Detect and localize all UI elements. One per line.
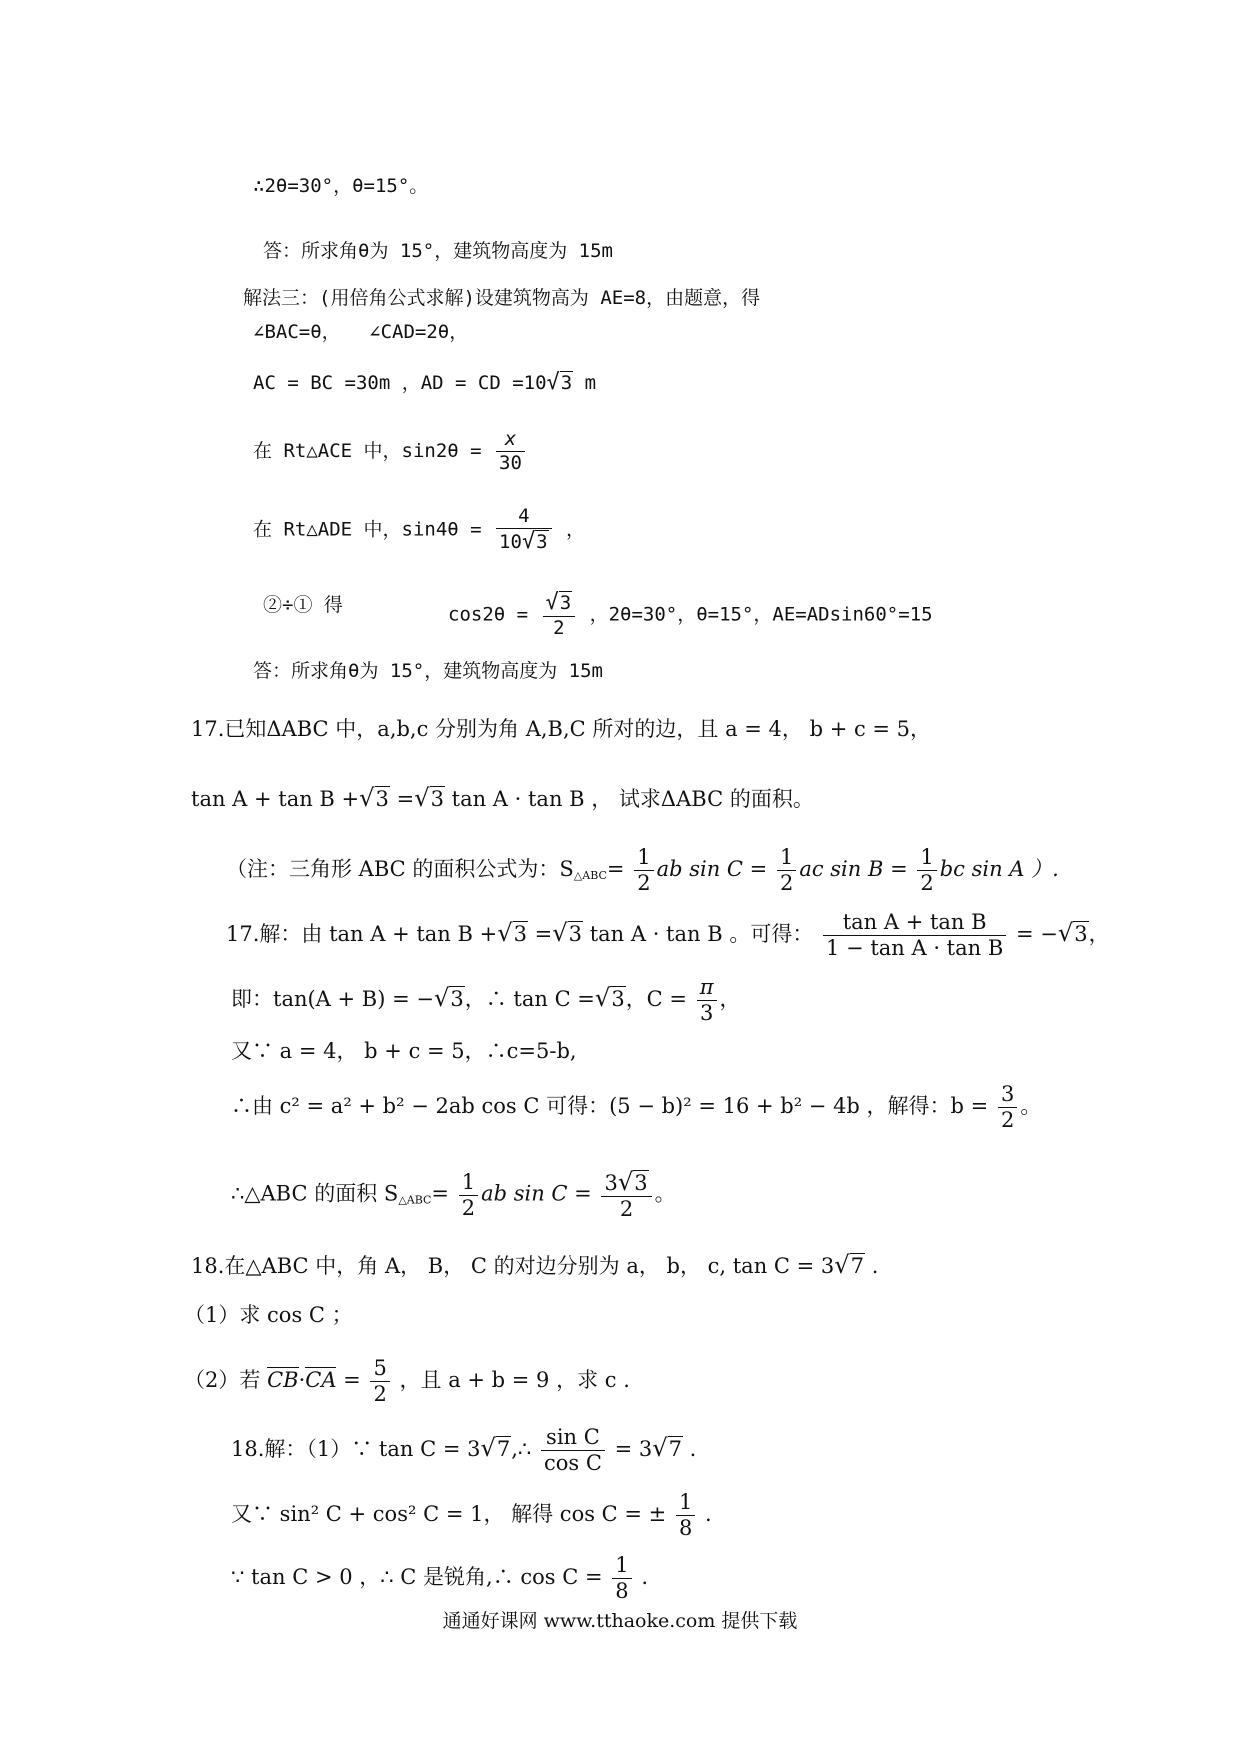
- fraction: $\frac{3√3}{2}$: [601, 1168, 651, 1222]
- s17-line-1: 17.解：由 tan A + tan B +√3 =√3 tan A · tan B 。可得： $\frac{\text{tan A + tan B}}{\text{1 − tan A · tan B}}$ = −√3，: [226, 910, 1110, 960]
- s18-line-1: 18.解：（1）∵ tan C = 3√7,∴ $\frac{\text{sin C}}{\text{cos C}}$ = 3√7 .: [231, 1425, 697, 1475]
- division-step: ②÷① 得: [263, 594, 343, 616]
- method-three-line: 解法三：(用倍角公式求解)设建筑物高为 AE=8，由题意，得: [243, 287, 761, 309]
- s17-line-3: 又∵ a = 4， b + c = 5，∴c=5-b,: [231, 1039, 577, 1063]
- q18-line-2: （1）求 cos C ；: [184, 1303, 353, 1327]
- fraction: $\frac{1}{2}$: [634, 845, 653, 896]
- answer-line: 答：所求角θ为 15°，建筑物高度为 15m: [253, 660, 603, 682]
- angle-line: ∠BAC=θ， ∠CAD=2θ，: [253, 321, 469, 343]
- fraction: $\frac{1}{2}$: [917, 845, 936, 896]
- answer-line: 答：所求角θ为 15°，建筑物高度为 15m: [263, 240, 613, 262]
- fraction: $\frac{\text{sin C}}{\text{cos C}}$: [541, 1425, 605, 1476]
- fraction: $\frac{1}{8}$: [676, 1490, 695, 1541]
- vector-ca: CA: [305, 1368, 337, 1392]
- q18-line-1: 18.在△ABC 中，角 A， B， C 的对边分别为 a， b， c, tan C = 3√7 .: [191, 1251, 879, 1279]
- fraction: $\frac{\text{tan A + tan B}}{\text{1 − tan A · tan B}}$: [823, 910, 1006, 961]
- equation-line-1: 在 Rt△ACE 中，sin2θ = $\frac{x}{30}$: [253, 428, 528, 475]
- fraction: $\frac{√3}{2}$: [543, 590, 576, 640]
- sqrt-expr: √3: [546, 370, 573, 395]
- equation-line-2: 在 Rt△ADE 中，sin4θ = $\frac{4}{10√3}$ ，: [253, 505, 586, 554]
- q17-note: （注：三角形 ABC 的面积公式为：$S_{\triangle ABC}=$ $\frac{1}{2}$ ab sin C = $\frac{1}{2}$ ac sin B = $\frac{1}{2}$ bc sin A ）.: [226, 845, 1059, 895]
- fraction: $\frac{1}{2}$: [459, 1170, 478, 1221]
- s18-line-2: 又∵ sin² C + cos² C = 1， 解得 cos C = ± $\frac{1}{8}$ .: [231, 1490, 712, 1540]
- cos-result: cos2θ = $\frac{√3}{2}$ ，2θ=30°，θ=15°，AE=ADsin60°=15: [448, 590, 933, 639]
- fraction: $\frac{4}{10√3}$: [496, 505, 552, 555]
- fraction: $\frac{1}{8}$: [612, 1553, 631, 1604]
- s17-line-5: ∴△ABC 的面积 $S_{\triangle ABC}=$ $\frac{1}{2}$ ab sin C = $\frac{3√3}{2}$ 。: [231, 1168, 676, 1222]
- fraction: $\frac{3}{2}$: [998, 1082, 1017, 1133]
- s17-line-4: ∴由 c² = a² + b² − 2ab cos C 可得：(5 − b)² = 16 + b² − 4b ，解得：b = $\frac{3}{2}$ 。: [231, 1082, 1042, 1132]
- fraction: $\frac{5}{2}$: [370, 1356, 389, 1407]
- fraction: $\frac{1}{2}$: [777, 845, 796, 896]
- vector-cb: CB: [267, 1368, 299, 1392]
- s18-line-3: ∵ tan C > 0 ，∴ C 是锐角,∴ cos C = $\frac{1}{8}$ .: [231, 1553, 648, 1603]
- text-line: ∴2θ=30°，θ=15°。: [253, 175, 429, 197]
- q17-line-1: 17.已知ΔABC 中，a,b,c 分别为角 A,B,C 所对的边，且 a = 4， b + c = 5，: [191, 717, 932, 741]
- fraction: $\frac{\pi}{3}$: [697, 975, 717, 1026]
- page-footer: 通通好课网 www.tthaoke.com 提供下载: [442, 1610, 798, 1632]
- q18-line-3: （2）若 CB·CA = $\frac{5}{2}$ ，且 a + b = 9 ，求 c .: [184, 1356, 630, 1406]
- q17-line-2: tan A + tan B +√3 =√3 tan A · tan B ， 试求ΔABC 的面积。: [191, 784, 814, 812]
- s17-line-2: 即：tan(A + B) = −√3，∴ tan C =√3，C = $\frac{\pi}{3}$ ，: [231, 975, 741, 1025]
- length-line: AC = BC =30m ，AD = CD =10√3 m: [253, 370, 597, 395]
- fraction: $\frac{x}{30}$: [496, 428, 525, 475]
